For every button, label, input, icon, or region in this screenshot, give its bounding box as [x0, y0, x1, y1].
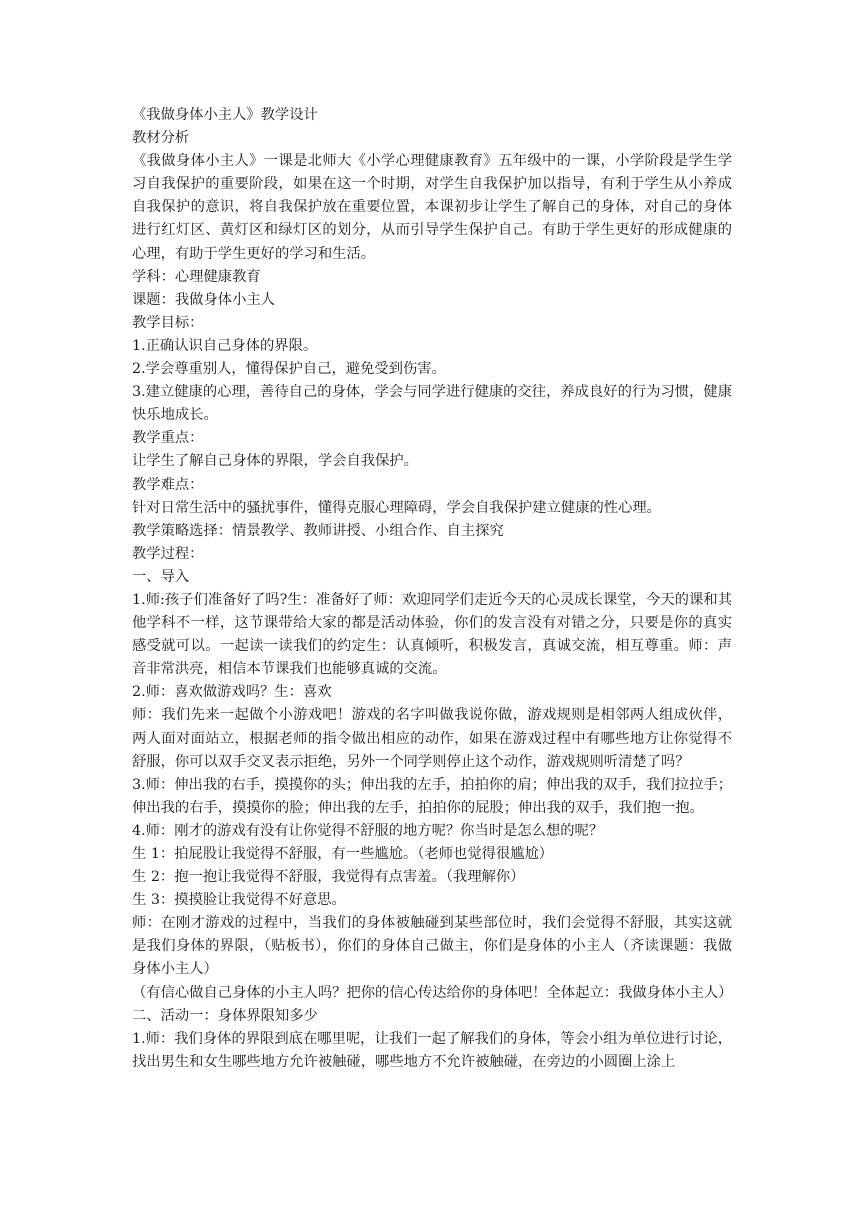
- section-heading: 教学重点：: [132, 430, 204, 447]
- paragraph: 3.师：伸出我的右手，摸摸你的头；伸出我的左手，拍拍你的肩；伸出我的双手，我们拉拉手；伸出我的右手，摸摸你的脸；伸出我的左手，拍拍你的屁股；伸出我的双手，我们抱一抱。: [132, 776, 732, 816]
- paragraph: 针对日常生活中的骚扰事件，懂得克服心理障碍，学会自我保护建立健康的性心理。: [132, 499, 661, 516]
- list-item: 2.学会尊重别人，懂得保护自己，避免受到伤害。: [132, 361, 446, 378]
- dialogue-line: 生 2：抱一抱让我觉得不舒服，我觉得有点害羞。（我理解你）: [132, 869, 525, 886]
- paragraph: 1.师:孩子们准备好了吗?生：准备好了师：欢迎同学们走近今天的心灵成长课堂，今天的课和其他学科不一样，这节课带给大家的都是活动体验，你们的发言没有对错之分，只要是你的真实感受就可以。一起读一读我们的约定生：认真倾听，积极发言，真诚交流，相互尊重。师：声音非常洪亮，相信本节课我们也能够真诚的交流。: [132, 591, 732, 678]
- dialogue-line: 生 1：拍屁股让我觉得不舒服，有一些尴尬。（老师也觉得很尴尬）: [132, 846, 554, 862]
- paragraph: 师：在刚才游戏的过程中，当我们的身体被触碰到某些部位时，我们会觉得不舒服，其实这就是我们身体的界限，（贴板书），你们的身体自己做主，你们是身体的小主人（齐读课题：我做身体小主人）: [132, 915, 732, 978]
- section-heading: 教材分析: [132, 130, 190, 147]
- paragraph: 师：我们先来一起做个小游戏吧！游戏的名字叫做我说你做，游戏规则是相邻两人组成伙伴，两人面对面站立，根据老师的指令做出相应的动作，如果在游戏过程中有哪些地方让你觉得不舒服，你可以双手交叉表示拒绝，另外一个同学则停止这个动作，游戏规则听清楚了吗？: [132, 707, 732, 770]
- dialogue-line: 生 3：摸摸脸让我觉得不好意思。: [132, 892, 346, 909]
- section-heading: 教学难点：: [132, 476, 204, 493]
- paragraph: 2.师：喜欢做游戏吗？生：喜欢: [132, 684, 332, 701]
- paragraph: 4.师：刚才的游戏有没有让你觉得不舒服的地方呢？你当时是怎么想的呢？: [132, 822, 604, 839]
- document-title: 《我做身体小主人》教学设计: [132, 107, 318, 123]
- list-item: 1.正确认识自己身体的界限。: [132, 337, 318, 354]
- section-heading: 教学过程：: [132, 545, 204, 562]
- paragraph: 让学生了解自己身体的界限，学会自我保护。: [132, 453, 418, 470]
- section-heading: 教学目标：: [132, 314, 204, 331]
- paragraph: （有信心做自己身体的小主人吗？把你的信心传达给你的身体吧！全体起立：我做身体小主人）: [132, 984, 733, 1001]
- list-item: 3.建立健康的心理，善待自己的身体，学会与同学进行健康的交往，养成良好的行为习惯，健康快乐地成长。: [132, 384, 732, 424]
- strategy-line: 教学策略选择：情景教学、教师讲授、小组合作、自主探究: [132, 522, 504, 539]
- document-page: [132, 104, 732, 1074]
- paragraph: 1.师：我们身体的界限到底在哪里呢，让我们一起了解我们的身体，等会小组为单位进行讨论，找出男生和女生哪些地方允许被触碰，哪些地方不允许被触碰，在旁边的小圆圈上涂上: [132, 1030, 732, 1070]
- subject-line: 学科：心理健康教育: [132, 268, 261, 285]
- paragraph: 《我做身体小主人》一课是北师大《小学心理健康教育》五年级中的一课，小学阶段是学生学习自我保护的重要阶段，如果在这一个时期，对学生自我保护加以指导，有利于学生从小养成自我保护的意识，将自我保护放在重要位置，本课初步让学生了解自己的身体，对自己的身体进行红灯区、黄灯区和绿灯区的划分，从而引导学生保护自己。有助于学生更好的形成健康的心理，有助于学生更好的学习和生活。: [132, 153, 732, 262]
- section-heading: 二、活动一：身体界限知多少: [132, 1007, 318, 1024]
- section-heading: 一、导入: [132, 568, 190, 585]
- topic-line: 课题：我做身体小主人: [132, 291, 275, 308]
